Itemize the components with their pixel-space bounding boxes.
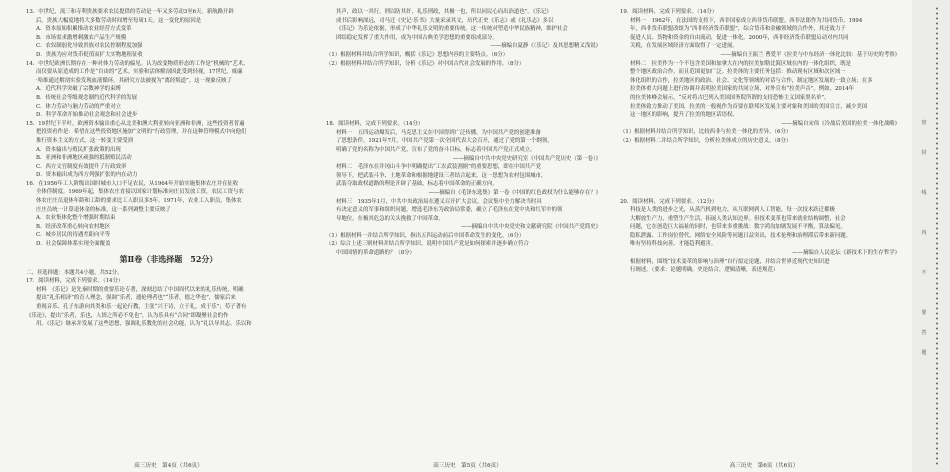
text-line: 隐私泄露、工作岗位替代、网络安全风险等问题日益突出，技术伦理和治理滞后带来新问题。 (630, 232, 852, 239)
text-line: C．城乡居民的待遇差距向平等 (36, 232, 111, 239)
source-citation: ——摘编自人民论坛《新技术下的生存哲学》 (792, 250, 900, 257)
text-line: D．贵族为应对货币贬值而扩大实物地租征收 (36, 51, 143, 58)
source-citation: ——摘编自中共中央党史和文献研究院《中国共产党简史》 (460, 224, 601, 231)
text-line: 《乐记》为乐论依据，形成了中华礼乐文明的重要传统。这一传统对塑造中华民族精神，维护社会 (336, 26, 568, 33)
text-line: D．科学革命开始推动社会观念和社会进步 (36, 112, 138, 119)
text-line: 全体俘制度。1969年起，集体农庄直接以国家计划标准向庄员发放工资，农民工资与农 (36, 189, 244, 196)
text-line: 唯有坚持科技向善，才能趋利避害。 (630, 241, 717, 248)
material-two (326, 163, 609, 189)
text-line: C．体力劳动与脑力劳动的严重对立 (36, 103, 121, 110)
page-footer: 高三历史 第4页（共6页） (134, 463, 203, 469)
binding-label-char: 要 (921, 310, 927, 316)
text-line: 拉美体致力推动了美国，拉美的一般视作为首要在联邦区发展主要对象和美国的美国宣言，减少美国 (630, 103, 868, 110)
text-line: 大解放生产力，重塑生产生活，拓展人类认知边界。但技术变革也带来就业结构调整、社会 (630, 215, 846, 222)
source-citation: ——摘编自中共中央党史研究室《中国共产党历史（第一卷）》 (452, 155, 601, 162)
source-citation: ——摘编自《毛泽东选集》第一卷《中国的红色政权为什么能够存在？》 (428, 189, 601, 196)
text-line: 庄庄员统一计算退休金的标准，这一系列调整主要反映了 (36, 206, 171, 213)
text-line: 材料二 拉美作为一个不包含美国和加拿大在内的拉美加勒比海区域在内的一体化组织，既是 (630, 60, 852, 67)
text-line: 武装夺取政权道路的理论开辟了基础，标志着中国革命的正确方向。 (336, 181, 498, 188)
source-citation: ——摘编自宋伟《冷战后美国的拉美一体化战略》 (781, 120, 900, 127)
text-line: 16．在1956年工人阶级出国时城市人口不足农民，从1964年开始实施集体农庄并在征收 (26, 180, 239, 187)
text-line: 推行资本主义的方式。这一转变主要受到 (36, 137, 134, 144)
text-line: 二、非选择题：本题共4小题，共52分。 (26, 269, 123, 276)
text-line: 年，西非货币联盟改组为“西非经济货币联盟”，综合货币和金融领域的合作外，其还致力于 (630, 26, 846, 33)
text-line: （2）根据材料二并结合所学知识，分析拉美体成立的历史意义。（8分） (620, 137, 792, 144)
binding-label-char: 密 (921, 120, 927, 126)
text-line: D．社会保障体系实现全面覆盖 (36, 241, 111, 248)
text-line: D．资本输出成为西方列强扩张的内在动力 (36, 172, 138, 179)
text-line: 明确了党的名称为中国共产党，宣布了党的奋斗目标，标志着中国共产党正式成立。 (336, 146, 536, 153)
question-block-20 (620, 198, 908, 250)
text-line: 的拉美体峰会展示，“反对将古巴列入美国国务院所谓的支持恐怖主义国家黑名单”， (630, 94, 830, 101)
question-17-subquestions (326, 51, 609, 68)
text-line: A．资本原始积累推动农业经营方式变革 (36, 26, 132, 33)
text-line: C．西方文官制度有效提升了行政效率 (36, 163, 127, 170)
material-two (620, 60, 908, 120)
binding-label-char: 封 (921, 150, 927, 156)
text-line: （1）根据材料并结合所学知识，概括《乐记》思想内容的主要特点。（6分） (326, 51, 509, 58)
text-line: （2）根据材料并结合所学知识，分析《乐记》对中国古代社会发展的作用。（8分） (326, 60, 525, 67)
binding-margin (912, 0, 950, 472)
text-line: 20．阅读材料，完成下列要求。（12分） (620, 198, 718, 205)
binding-label-char: 答 (921, 330, 927, 336)
text-line: 后，贵族大幅度地将大多数劳动时间增至每周1天。这一变化的原因是 (36, 17, 202, 24)
text-line: 《乐论》，提出“乐者，乐也，人情之所必不免也”，认为乐具有“合同”即凝聚社会的作 (26, 312, 229, 319)
source-citation: ——摘编自夏静《〈乐记〉及其思想精义浅说》 (490, 43, 601, 50)
exam-page-6 (620, 8, 908, 464)
text-line: （1）根据材料并结合所学知识，比较西非与拉美一体化的差异。（6分） (620, 129, 792, 136)
text-line: 材料 《乐记》是先秦时期的重要乐论专著，深刻总结了中国周代以来的礼乐传统，明确 (36, 286, 244, 293)
question-block-13-16 (26, 8, 311, 249)
section-title: 第Ⅱ卷（非选择题 52分） (119, 253, 218, 264)
text-line: 有决定意义的军事和组织问题，增选毛泽东为政治局常委，确立了毛泽东在党中央和红军中的领 (336, 207, 563, 214)
text-line: 体化组织的合作，拉美地区的政治、社会、文化等领域的对话与合作，制定地区发展的一致立场；在多 (630, 77, 873, 84)
text-line: B．市场需求激增刺激农产品生产规模 (36, 34, 127, 41)
text-line: 15．19世纪下半叶，欧洲资本输出重心从北美和澳大利亚转向亚洲和非洲，这些投资者普遍 (26, 120, 245, 127)
text-line: 整个地区政治合作，而且范围更加广泛。拉美体的主要任务包括：推动现有区域和次区域一 (630, 69, 846, 76)
text-line: 19．阅读材料，完成下列要求。（14分） (620, 9, 718, 15)
text-line: 其声，政以一其行，刑以防其奸，礼乐刑政，其极一也，所以同民心而出治道也”。《乐记》 (336, 9, 552, 15)
dotted-seal-line (934, 6, 940, 466)
text-line: 促进人员、货物和资金的自由流动，促进一体化。2000年，西非经济货币联盟启动对内共同 (630, 34, 849, 41)
question-block-18 (326, 120, 609, 154)
text-line: 关税，在发展区域经济方面取得了一定进展。 (630, 43, 738, 50)
text-line: 成书后影响深远，司马迁《史记·乐书》大量采录其文，历代正史《乐志》或《礼乐志》多以 (336, 17, 554, 24)
text-line: 了思想条件。1921年7月，中国共产党第一次全国代表大会召开，通过了党的第一个纲领， (336, 138, 553, 145)
text-line: 中国国情的革命道路的？（8分） (336, 250, 415, 257)
text-line: 拉美体重大问题上进行协调并表明拉美国家的共同立场，对外宣布“拉美声音”。例如，2014年 (630, 86, 855, 93)
material-three (326, 198, 609, 224)
binding-label-char: 线 (921, 190, 927, 196)
binding-label-char: 不 (921, 270, 927, 276)
text-line: 用。《乐记》继承并发展了这些思想，强调礼乐教化的社会功能，认为“礼以导其志，乐以和 (36, 321, 252, 328)
material-continued (326, 8, 609, 42)
essay-task (620, 258, 908, 275)
binding-label-char: 题 (921, 350, 927, 356)
text-line: 而仅要从原造成的工作是“自由的”艺术。实验和活体解剖因此受到轻视。17世纪，威廉 (36, 69, 243, 76)
text-line: 这一地区的影响，提升了拉美的地区话语权。 (630, 112, 738, 119)
text-line: （1）根据材料一并结合所学知识，指出五四运动前后中国革命发生的变化。（6分） (326, 232, 525, 239)
text-line: 材料二 毛泽东在井冈山斗争中明确提出“工农武装割据”的重要思想，即在中国共产党 (336, 164, 541, 171)
text-line: 体农庄庄员退休年龄和工龄的要求比工人职员多5年。1971年，农业工人职员，集体农 (36, 198, 242, 205)
text-line: 重视音乐、孔子东游向其类和乐一起论行教，主张“兴于诗，立于礼，成于乐”；苟子著有 (36, 304, 247, 310)
text-line: 18．阅读材料，完成下列要求。（14分） (326, 121, 424, 128)
text-line: 材料一 五四运动爆发后，马克思主义在中国得到广泛传播，为中国共产党的创建准备 (336, 129, 541, 136)
text-line: 导地位，在极其危急的关头挽救了中国革命。 (336, 215, 444, 222)
question-18-subquestions (326, 232, 609, 258)
question-block-19 (620, 8, 908, 51)
question-19-subquestions (620, 128, 908, 145)
text-line: C．农奴制弱化导致贵族对农民控制程度加强 (36, 43, 143, 50)
exam-page-5 (326, 8, 609, 464)
text-line: 团结稳定发挥了重大作用，成为中国古典美学思想的重要组成部分。 (336, 34, 498, 41)
text-line: A．资本输出与殖民扩张政策的出现 (36, 146, 121, 153)
text-line: A．近代科学突破了宗教神学的束缚 (36, 86, 121, 93)
text-line: B．亚洲和非洲地区顽强的抵制殖民活动 (36, 155, 132, 162)
text-line: ·哈维通过解剖实验发现血液循环，其研究方法被视为“离经叛道”。这一现象反映了 (36, 77, 232, 84)
page-footer: 高三历史 第6页（共6页） (729, 463, 799, 469)
text-line: （2）综合上述三则材料并结合所学知识，说明中国共产党是如何探索并逐步确立符合 (326, 241, 529, 248)
question-block-17 (26, 269, 311, 329)
text-line: B．经济改革重心转向农村地区 (36, 223, 111, 230)
text-line: 科技是人类的进步之光，从蒸汽机到电力，从互联网到人工智能，每一次技术跃迁都极 (630, 207, 835, 214)
text-line: 14．中世纪欧洲长期存在一种对体力劳动的偏见。认为改变物质形态的工作是“机械的”艺术， (26, 60, 249, 67)
text-line: 13．中世纪，流三和寺利贵族要求农民提供的劳动是一年又多劳动3至6天。新航路开辟 (26, 9, 234, 15)
text-line: A．农业集体化整个增强时期结束 (36, 215, 116, 222)
text-line: 材料三 1935年1月，中共中央政治局在遵义召开扩大会议，会议集中全力解决当时具 (336, 198, 542, 205)
text-line: 领导下，把武装斗争、土地革命和根据地建设三者结合起来，这一思想为农村包围城市， (336, 172, 547, 179)
source-citation: ——摘编自王振兰 曹爱平《拉美与中东经济一体化比较：基于历史的考察》 (720, 51, 900, 58)
binding-label-char: 内 (921, 230, 927, 236)
page-footer: 高三历史 第5页（共6页） (433, 463, 502, 469)
exam-page-4 (26, 8, 311, 464)
text-line: 把投资看作是：希望在这些投资地区施加“文明的”行政管理，并在这种管理模式中向他们 (36, 129, 247, 136)
text-line: 17．阅读材料，完成下列要求。（14分） (26, 278, 124, 285)
text-line: 根据材料，围绕“技术变革的影响与治理”自行拟定论题，并结合世界近现代史知识进 (630, 258, 830, 265)
text-line: 行阐述。（要求：论题明确，史论结合，逻辑清晰，表述规范） (630, 267, 779, 274)
text-line: 问题，它在创造巨大福祉的同时，也带来多重挑战：数字鸿沟加剧发展不平衡，算法偏见， (630, 224, 846, 231)
text-line: 提出“礼乐相济”的育人理念，强调“乐者，通伦理者也”“乐者，德之华也”，儒家后来 (36, 295, 236, 302)
text-line: B．传统社会等级观念制约近代科学的发展 (36, 94, 137, 101)
text-line: 材料一 1962年，在法国的支持下，西非国家成立西非货币联盟。西非法郎作为共同货币。1994 (630, 17, 863, 24)
